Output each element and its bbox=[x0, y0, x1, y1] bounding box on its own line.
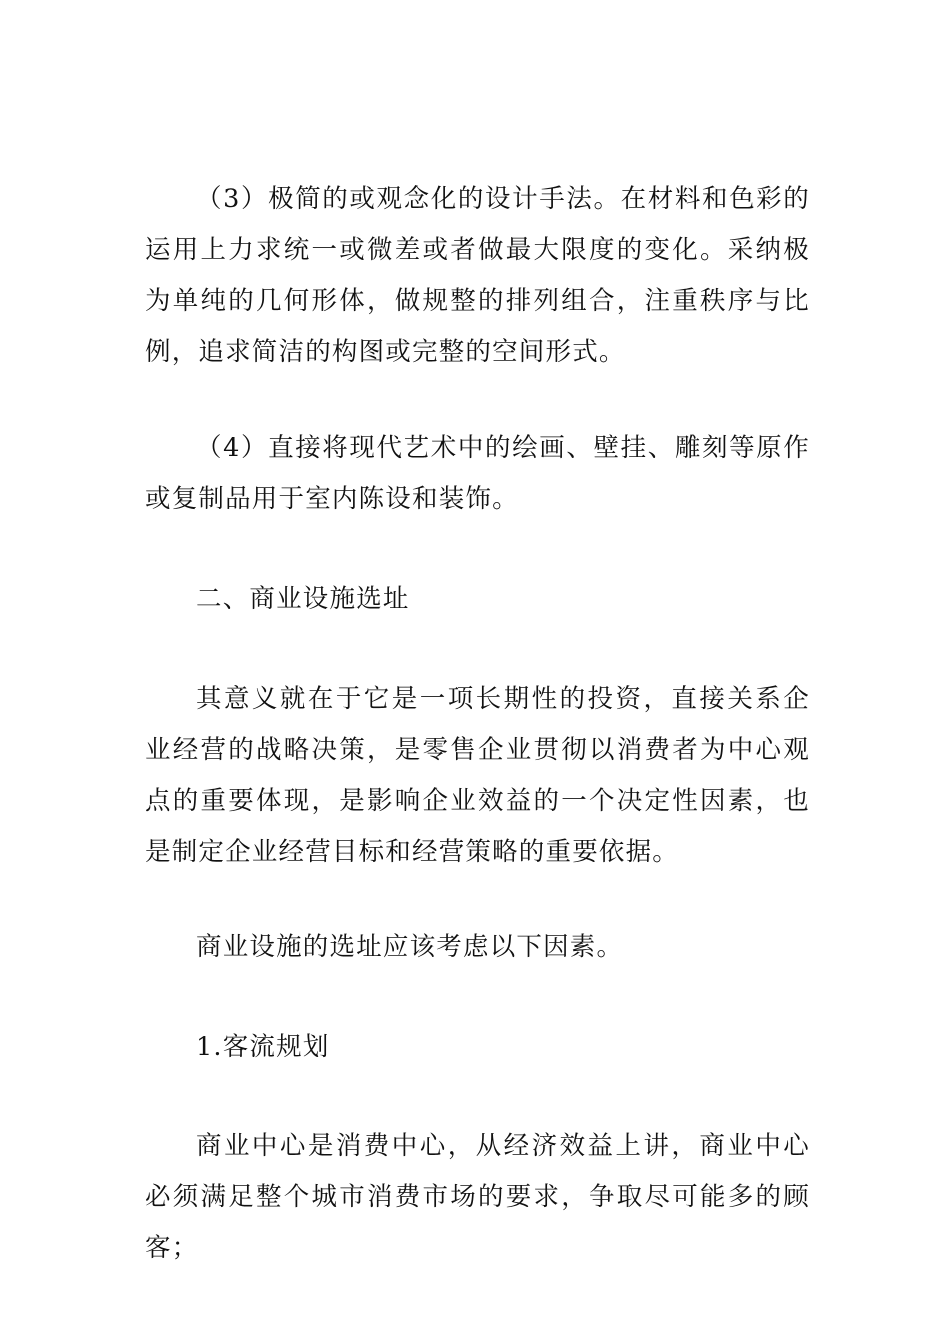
paragraph-commercial-center: 商业中心是消费中心，从经济效益上讲，商业中心必须满足整个城市消费市场的要求，争取尽可能多的顾客； bbox=[145, 1131, 810, 1263]
paragraph-design-method-4: （4）直接将现代艺术中的绘画、壁挂、雕刻等原作或复制品用于室内陈设和装饰。 bbox=[145, 433, 810, 514]
subheading-customer-flow-planning: 1.客流规划 bbox=[196, 1032, 330, 1062]
section-heading-commercial-site-selection: 二、商业设施选址 bbox=[196, 584, 410, 614]
paragraph-site-selection-significance: 其意义就在于它是一项长期性的投资，直接关系企业经营的战略决策，是零售企业贯彻以消费者为中心观点的重要体现，是影响企业效益的一个决定性因素，也是制定企业经营目标和经营策略的重要依据。 bbox=[145, 684, 810, 867]
paragraph-design-method-3: （3）极简的或观念化的设计手法。在材料和色彩的运用上力求统一或微差或者做最大限度的变化。采纳极为单纯的几何形体，做规整的排列组合，注重秩序与比例，追求简洁的构图或完整的空间形式。 bbox=[145, 184, 810, 367]
paragraph-site-selection-factors: 商业设施的选址应该考虑以下因素。 bbox=[196, 932, 624, 962]
